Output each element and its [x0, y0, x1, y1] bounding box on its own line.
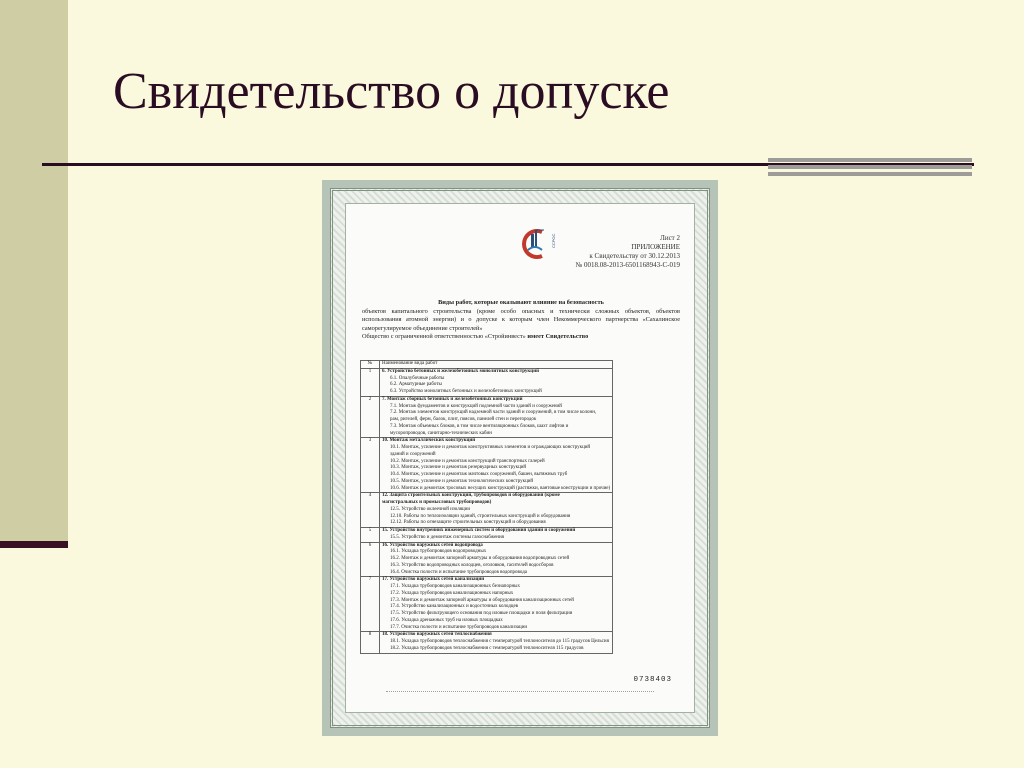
- work-item: 18.2. Укладка трубопроводов теплоснабжения с температурой теплоносителя 115 градусов: [390, 645, 584, 651]
- table-row: [361, 528, 613, 543]
- work-item: 18.1. Укладка трубопроводов теплоснабжения с температурой теплоносителя до 115 градусов Цельсия: [390, 639, 609, 644]
- table-row: [361, 577, 613, 632]
- work-item: 17.4. Устройство канализационных и водосточных колодцев: [390, 604, 519, 610]
- work-types-table: [360, 360, 613, 654]
- table-header-row: [361, 361, 613, 369]
- group-title: 18. Устройство наружных сетей теплоснабжения: [382, 632, 492, 638]
- intro-org: Общество с ограниченной ответственностью «Стройинвест»: [362, 333, 526, 341]
- work-item: 17.6. Укладка дренажных труб на иловых площадках: [390, 617, 503, 623]
- intro-org-line: [362, 333, 680, 342]
- row-content: [380, 493, 613, 528]
- work-item: 6.1. Опалубочные работы: [390, 375, 445, 381]
- col-name-header: Наименование вида работ: [380, 361, 613, 369]
- work-item: 16.3. Устройство водопроводных колодцев, оголовков, гасителей водосборов: [390, 562, 554, 568]
- table-body: [361, 368, 613, 653]
- work-item: 6.3. Устройство монолитных бетонных и железобетонных конструкций: [390, 389, 542, 394]
- decorative-bars: [768, 158, 972, 180]
- work-item: 10.4. Монтаж, усиление и демонтаж мачтовых сооружений, башен, вытяжных труб: [390, 472, 568, 477]
- row-number: 8: [361, 632, 380, 653]
- row-number: 4: [361, 493, 380, 528]
- group-title: 17. Устройство наружных сетей канализации: [382, 577, 485, 583]
- certificate-header: [540, 234, 680, 270]
- appendix-label: ПРИЛОЖЕНИЕ: [631, 243, 680, 251]
- sheet-number: Лист 2: [660, 234, 680, 242]
- col-number-header: №: [361, 361, 380, 369]
- work-item: зданий и сооружений: [390, 451, 436, 457]
- work-item: 17.7. Очистка полости и испытание трубопроводов канализации: [390, 624, 528, 630]
- work-item: 17.3. Монтаж и демонтаж запорной арматуры и оборудования канализационных сетей: [390, 597, 574, 603]
- reference-date: к Свидетельству от 30.12.2013: [589, 252, 680, 260]
- row-content: [380, 396, 613, 438]
- table-row: [361, 368, 613, 396]
- work-item: 10.2. Монтаж, усиление и демонтаж конструкций транспортных галерей: [390, 458, 545, 464]
- intro-body: объектов капитального строительства (кроме особо опасных и технически сложных объектов, объектов использования атомной энергии) и о допуске к которым член Некоммерческого партнерства «Сахалинское саморегулируемое объединение строителей»: [362, 307, 680, 332]
- work-item: 16.2. Монтаж и демонтаж запорной арматуры и оборудования водопроводных сетей: [390, 556, 570, 561]
- work-item: 15.5. Устройство и демонтаж системы газоснабжения: [390, 534, 504, 540]
- group-title: 6. Устройство бетонных и железобетонных монолитных конструкций: [382, 368, 539, 374]
- certificate-intro: [362, 299, 680, 342]
- table-row: [361, 493, 613, 528]
- row-content: [380, 577, 613, 632]
- work-item: 7.2. Монтаж элементов конструкций надземной части зданий и сооружений, в том числе колонн,: [390, 410, 597, 416]
- certificate-image: [322, 180, 718, 736]
- table-row: [361, 542, 613, 577]
- table-row: [361, 396, 613, 438]
- work-item: 17.2. Укладка трубопроводов канализационных напорных: [390, 590, 514, 596]
- row-content: [380, 368, 613, 396]
- work-item: 17.1. Укладка трубопроводов канализационных безнапорных: [390, 584, 520, 589]
- slide-title: Свидетельство о допуске: [113, 63, 670, 120]
- row-content: [380, 542, 613, 577]
- work-item: 17.5. Устройство фильтрующего основания под иловые площадки и поля фильтрации: [390, 611, 573, 616]
- certificate-paper: [345, 203, 695, 713]
- left-accent-base: [0, 541, 68, 548]
- work-item: 12.10. Работы по теплоизоляции зданий, строительных конструкций и оборудования: [390, 513, 571, 519]
- row-content: [380, 438, 613, 493]
- group-title: 16. Устройство наружных сетей водопровода: [382, 542, 483, 548]
- group-title: 12. Защита строительных конструкций, трубопроводов и оборудования (кроме: [382, 493, 560, 499]
- work-item: 10.6. Монтаж и демонтаж тросовых несущих конструкций (растяжки, вантовые конструкции и прочие): [390, 485, 611, 491]
- group-title: 7. Монтаж сборных бетонных и железобетонных конструкций: [382, 396, 523, 402]
- group-title-continued: магистральных и промысловых трубопроводов): [382, 500, 492, 505]
- certificate-border: [330, 188, 710, 728]
- left-accent-strip: [0, 0, 68, 548]
- work-item: 16.4. Очистка полости и испытание трубопроводов водопровода: [390, 569, 527, 575]
- work-item: 16.1. Укладка трубопроводов водопроводных: [390, 549, 487, 555]
- group-title: 15. Устройство внутренних инженерных систем и оборудования зданий и сооружений: [382, 528, 576, 533]
- work-item: 12.12. Работы по огнезащите строительных конструкций и оборудования: [390, 520, 546, 526]
- work-item: 10.3. Монтаж, усиление и демонтаж резервуарных конструкций: [390, 465, 527, 471]
- row-number: 1: [361, 368, 380, 396]
- row-number: 2: [361, 396, 380, 438]
- table-row: [361, 438, 613, 493]
- row-number: 5: [361, 528, 380, 543]
- work-item: 12.5. Устройство оклеечной изоляции: [390, 506, 471, 512]
- table-row: [361, 632, 613, 653]
- work-item: 10.5. Монтаж, усиление и демонтаж технологических конструкций: [390, 478, 534, 484]
- serial-number: 0738403: [633, 676, 672, 684]
- group-title: 10. Монтаж металлических конструкций: [382, 438, 476, 444]
- work-item: рам, ригелей, ферм, балок, плит, поясов, панелей стен и перегородок: [390, 417, 537, 422]
- reference-number: № 0018.08-2013-6501168943-С-019: [575, 261, 680, 269]
- row-content: [380, 632, 613, 653]
- row-content: [380, 528, 613, 543]
- row-number: 6: [361, 542, 380, 577]
- work-item: 10.1. Монтаж, усиление и демонтаж конструктивных элементов и ограждающих конструкций: [390, 445, 591, 450]
- row-number: 3: [361, 438, 380, 493]
- work-item: мусоропроводов, санитарно-технических кабин: [390, 430, 492, 436]
- footer-line: [386, 691, 654, 696]
- row-number: 7: [361, 577, 380, 632]
- work-item: 7.3. Монтаж объемных блоков, в том числе вентиляционных блоков, шахт лифтов и: [390, 423, 569, 429]
- intro-heading: Виды работ, которые оказывают влияние на безопасность: [438, 299, 604, 306]
- work-item: 7.1. Монтаж фундаментов и конструкций подземной части зданий и сооружений: [390, 403, 562, 409]
- logo-lettering: ССРОС: [551, 233, 556, 248]
- intro-has: имеет Свидетельство: [527, 333, 589, 341]
- work-item: 6.2. Арматурные работы: [390, 382, 442, 388]
